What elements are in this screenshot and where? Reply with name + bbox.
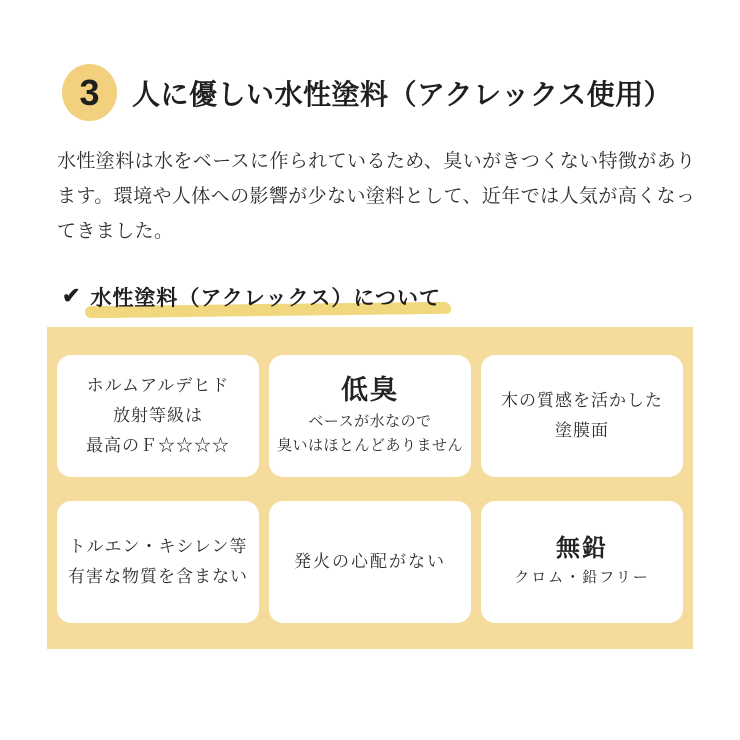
header: [62, 64, 695, 121]
section-number-badge: [62, 64, 117, 121]
page-title: 人に優しい水性塗料（アクレックス使用）: [132, 78, 673, 110]
feature-card-line: 臭いはほとんどありません: [276, 437, 463, 455]
features-panel: [47, 327, 693, 649]
check-icon: ✔: [62, 282, 81, 308]
feature-card-low-odor: [269, 355, 471, 477]
feature-card-lead-free: [481, 501, 683, 623]
section-heading-wrap: [90, 282, 441, 312]
section-number: 3: [79, 71, 100, 113]
intro-paragraph: 水性塗料は水をベースに作られているため、臭いがきつくない特徴があります。環境や人体への影響が少ない塗料として、近年では人気が高くなってきました。: [57, 151, 696, 242]
section-heading: [62, 282, 695, 312]
feature-card-wood-texture: [481, 355, 683, 477]
feature-card-line: 最高のＦ☆☆☆☆: [86, 435, 230, 455]
feature-card-no-ignition: [269, 501, 471, 623]
feature-card-no-toluene: [57, 501, 259, 623]
feature-card-formaldehyde: [57, 355, 259, 477]
feature-card-line: 発火の心配がない: [294, 551, 446, 571]
feature-card-line: クロム・鉛フリー: [514, 569, 650, 587]
feature-card-title: 無鉛: [556, 535, 608, 563]
feature-card-line: ホルムアルデヒド: [86, 376, 230, 396]
feature-card-line: 放射等級は: [113, 405, 203, 425]
feature-card-line: ベースが水なので: [308, 413, 432, 431]
feature-card-title: 低臭: [341, 375, 399, 406]
feature-card-line: トルエン・キシレン等: [68, 537, 248, 557]
feature-card-line: 塗膜面: [555, 420, 609, 440]
feature-card-line: 木の質感を活かした: [501, 391, 663, 411]
section-heading-text: 水性塗料（アクレックス）について: [90, 286, 441, 310]
feature-card-line: 有害な物質を含まない: [68, 566, 248, 586]
